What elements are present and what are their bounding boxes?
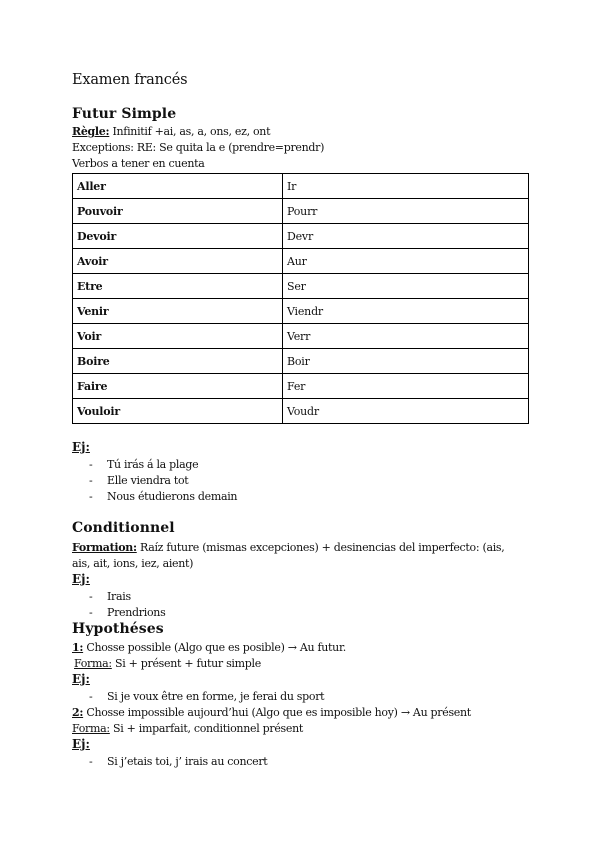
list-item: - Elle viendra tot (72, 473, 532, 489)
verb-cell: Boire (73, 349, 283, 374)
h2-label: 2: (72, 706, 84, 719)
exceptions-line: Exceptions: RE: Se quita la e (prendre=prendr) (72, 141, 325, 154)
stem-cell: Boir (283, 349, 529, 374)
formation-label: Formation: (72, 541, 137, 554)
futur-heading: Futur Simple (72, 106, 177, 122)
verb-cell: Avoir (73, 249, 283, 274)
hypothese-1-line (72, 640, 346, 656)
hypotheses-example-2 (72, 754, 532, 770)
verbs-table-wrap (72, 173, 529, 424)
regle-label: Règle: (72, 125, 110, 138)
table-row (73, 299, 529, 324)
futur-examples (72, 457, 532, 505)
forma1-text: Si + présent + futur simple (111, 657, 261, 670)
stem-cell: Pourr (283, 199, 529, 224)
table-row (73, 399, 529, 424)
conditionnel-ej-label: Ej: (72, 572, 90, 586)
conditionnel-examples (72, 589, 532, 621)
verb-cell: Venir (73, 299, 283, 324)
verb-cell: Devoir (73, 224, 283, 249)
regle-text: Infinitif +ai, as, a, ons, ez, ont (109, 125, 271, 138)
stem-cell: Aur (283, 249, 529, 274)
verb-cell: Pouvoir (73, 199, 283, 224)
forma2-label: Forma: (72, 722, 110, 735)
hypotheses-ej1-label: Ej: (72, 672, 90, 686)
table-row (73, 274, 529, 299)
forma-1-line (74, 656, 261, 672)
verb-cell: Voir (73, 324, 283, 349)
table-row (73, 374, 529, 399)
verbs-table (72, 173, 529, 424)
h2-text: Chosse impossible aujourd’hui (Algo que es imposible hoy) → Au présent (83, 706, 471, 719)
conditionnel-heading: Conditionnel (72, 520, 175, 536)
formation-line (72, 540, 504, 556)
stem-cell: Voudr (283, 399, 529, 424)
table-row (73, 224, 529, 249)
verb-cell: Etre (73, 274, 283, 299)
stem-cell: Viendr (283, 299, 529, 324)
hypotheses-ej2-label: Ej: (72, 737, 90, 751)
h1-label: 1: (72, 641, 84, 654)
table-row (73, 174, 529, 199)
list-item: - Si j’etais toi, j’ irais au concert (72, 754, 532, 770)
forma1-label: Forma: (74, 657, 112, 670)
stem-cell: Fer (283, 374, 529, 399)
list-item: - Tú irás á la plage (72, 457, 532, 473)
stem-cell: Ir (283, 174, 529, 199)
table-row (73, 199, 529, 224)
h1-text: Chosse possible (Algo que es posible) → Au futur. (83, 641, 346, 654)
table-row (73, 249, 529, 274)
list-item: - Irais (72, 589, 532, 605)
hypotheses-example-1 (72, 689, 532, 705)
document-title: Examen francés (72, 72, 188, 88)
formation-line-2: ais, ait, ions, iez, aient) (72, 557, 194, 570)
forma2-text: Si + imparfait, conditionnel présent (109, 722, 303, 735)
verb-cell: Faire (73, 374, 283, 399)
formation-text: Raíz future (mismas excepciones) + desinencias del imperfecto: (ais, (136, 541, 505, 554)
list-item: - Prendrions (72, 605, 532, 621)
verb-cell: Vouloir (73, 399, 283, 424)
futur-ej-label: Ej: (72, 440, 90, 454)
stem-cell: Verr (283, 324, 529, 349)
list-item: - Si je voux être en forme, je ferai du sport (72, 689, 532, 705)
hypothese-2-line (72, 705, 471, 721)
table-row (73, 349, 529, 374)
stem-cell: Devr (283, 224, 529, 249)
verb-cell: Aller (73, 174, 283, 199)
regle-line (72, 124, 270, 140)
forma-2-line (72, 721, 303, 737)
list-item: - Nous étudierons demain (72, 489, 532, 505)
verbos-line: Verbos a tener en cuenta (72, 157, 205, 170)
table-row (73, 324, 529, 349)
hypotheses-heading: Hypothéses (72, 621, 164, 637)
stem-cell: Ser (283, 274, 529, 299)
